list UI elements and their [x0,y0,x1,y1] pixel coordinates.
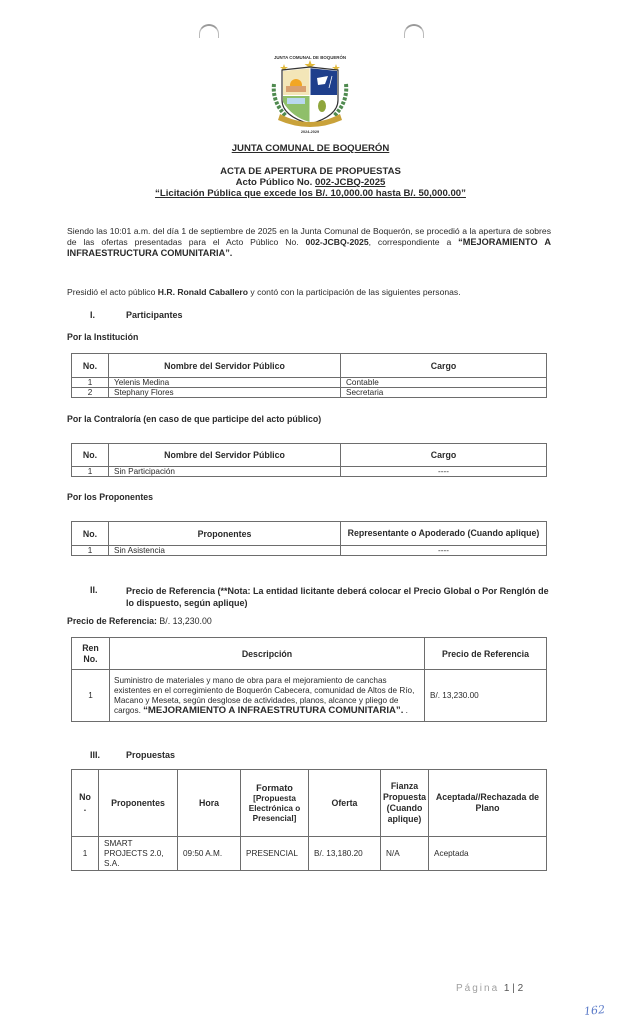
official-role: Secretaria [341,388,547,398]
document-title: ACTA DE APERTURA DE PROPUESTAS [220,166,401,177]
institution-heading: Por la Institución [67,332,139,342]
col-header: Hora [178,770,241,837]
row-number: 1 [72,378,109,388]
presided-text: y contó con la participación de las siguientes personas. [248,287,461,297]
acceptance-status: Aceptada [429,837,547,871]
representative: ---- [341,546,547,556]
logo-years: 2024-2029 [300,130,320,134]
col-header-format-title: Formato [256,782,293,793]
col-header: No. [72,522,109,546]
contraloria-heading: Por la Contraloría (en caso de que participe del acto público) [67,414,322,424]
table-row [72,546,547,556]
section-1-title: Participantes [126,310,183,320]
col-header: No . [72,770,99,837]
tender-type: “Licitación Pública que excede los B/. 10,000.00 hasta B/. 50,000.00” [155,188,466,199]
row-number: 1 [72,670,110,722]
table-row [72,837,547,871]
institution-title: JUNTA COMUNAL DE BOQUERÓN [231,143,390,154]
section-2-title: Precio de Referencia (**Nota: La entidad licitante deberá colocar el Precio Global o Por Renglón de lo dispuesto, según aplique) [126,586,549,608]
col-header: Proponentes [109,522,341,546]
col-header: Representante o Apoderado (Cuando aplique) [341,522,547,546]
col-header: Ren No. [72,638,110,670]
reference-price-value: B/. 13,230.00 [156,616,212,626]
offer-amount: B/. 13,180.20 [309,837,381,871]
act-number-line [0,177,621,188]
punch-hole-right [404,24,424,38]
col-header: Fianza Propuesta (Cuando aplique) [381,770,429,837]
table-header-row [72,444,547,467]
section-2-number: II. [90,585,98,595]
description-tail: . [403,705,408,715]
contraloria-table [71,443,547,477]
section-3-title: Propuestas [126,750,176,760]
col-header: Nombre del Servidor Público [109,354,341,378]
proponentes-heading: Por los Proponentes [67,492,154,502]
table-row [72,378,547,388]
coat-of-arms-logo [262,50,358,134]
reference-price-table [71,637,547,722]
official-name: Stephany Flores [109,388,341,398]
punch-hole-left [199,24,219,38]
description-project-name: “MEJORAMIENTO A INFRAESTRUTURA COMUNITARIA”. [143,704,404,716]
reference-price-line [67,616,212,626]
table-header-row [72,770,547,837]
proponentes-table [71,521,547,556]
row-number: 1 [72,546,109,556]
intro-text: Siendo las 10:01 a.m. del día 1 de septiembre de 2025 en la Junta Comunal de Boquerón, se procedió a la apertura de sobres de las ofertas presentadas para el Acto Público No. [67,226,551,247]
intro-project-name: “MEJORAMIENTO A INFRAESTRUCTURA COMUNITARIA”. [67,237,551,258]
bidder-name: SMART PROJECTS 2.0, S.A. [99,837,178,871]
table-header-row [72,638,547,670]
page-label: Página [456,983,504,994]
page-separator: | [509,983,518,994]
official-role: Contable [341,378,547,388]
row-number: 2 [72,388,109,398]
col-header: Descripción [110,638,425,670]
logo-arc-text: JUNTA COMUNAL DE BOQUERÓN [273,55,347,60]
col-header: Oferta [309,770,381,837]
reference-price-label: Precio de Referencia: [67,616,157,626]
intro-text: , correspondiente a [368,237,459,247]
table-row [72,670,547,722]
intro-act-number: 002-JCBQ-2025 [305,237,369,247]
section-1-number: I. [90,310,96,320]
official-role: ---- [341,467,547,477]
col-header: Proponentes [99,770,178,837]
table-row [72,388,547,398]
bidder-name: Sin Asistencia [109,546,341,556]
col-header: Precio de Referencia [425,638,547,670]
page-current: 1 [503,983,510,994]
description-text: Suministro de materiales y mano de obra para el mejoramiento de canchas existentes en el corregimiento de Boquerón Cabecera, comunidad de Altos de Río, Macano y Meseta, según desglose de actividades, planos, alcance y pliego de cargos. [114,675,415,715]
row-number: 1 [72,837,99,871]
bid-bond: N/A [381,837,429,871]
col-header: No. [72,354,109,378]
row-number: 1 [72,467,109,477]
submission-format: PRESENCIAL [241,837,309,871]
handwritten-folio-number: 162 [583,1002,606,1019]
table-header-row [72,354,547,378]
col-header: Aceptada//Rechazada de Plano [429,770,547,837]
act-prefix: Acto Público No. [235,177,315,188]
official-name: Yelenis Medina [109,378,341,388]
submission-time: 09:50 A.M. [178,837,241,871]
table-header-row [72,522,547,546]
col-header: No. [72,444,109,467]
table-row [72,467,547,477]
official-name: Sin Participación [109,467,341,477]
col-header: Nombre del Servidor Público [109,444,341,467]
section-3-number: III. [90,750,101,760]
act-number: 002-JCBQ-2025 [315,177,386,188]
col-header: Cargo [341,354,547,378]
item-description [110,670,425,722]
intro-paragraph [67,226,551,259]
col-header: Cargo [341,444,547,467]
institution-table [71,353,547,398]
presided-text: Presidió el acto público [67,287,158,297]
proposals-table [71,769,547,871]
page-total: 2 [517,983,524,994]
presided-paragraph [67,287,551,298]
presiding-official: H.R. Ronald Caballero [157,287,249,297]
col-header: Formato [Propuesta Electrónica o Presencial] [241,770,309,837]
item-reference-price: B/. 13,230.00 [425,670,547,722]
page-number [456,983,523,994]
